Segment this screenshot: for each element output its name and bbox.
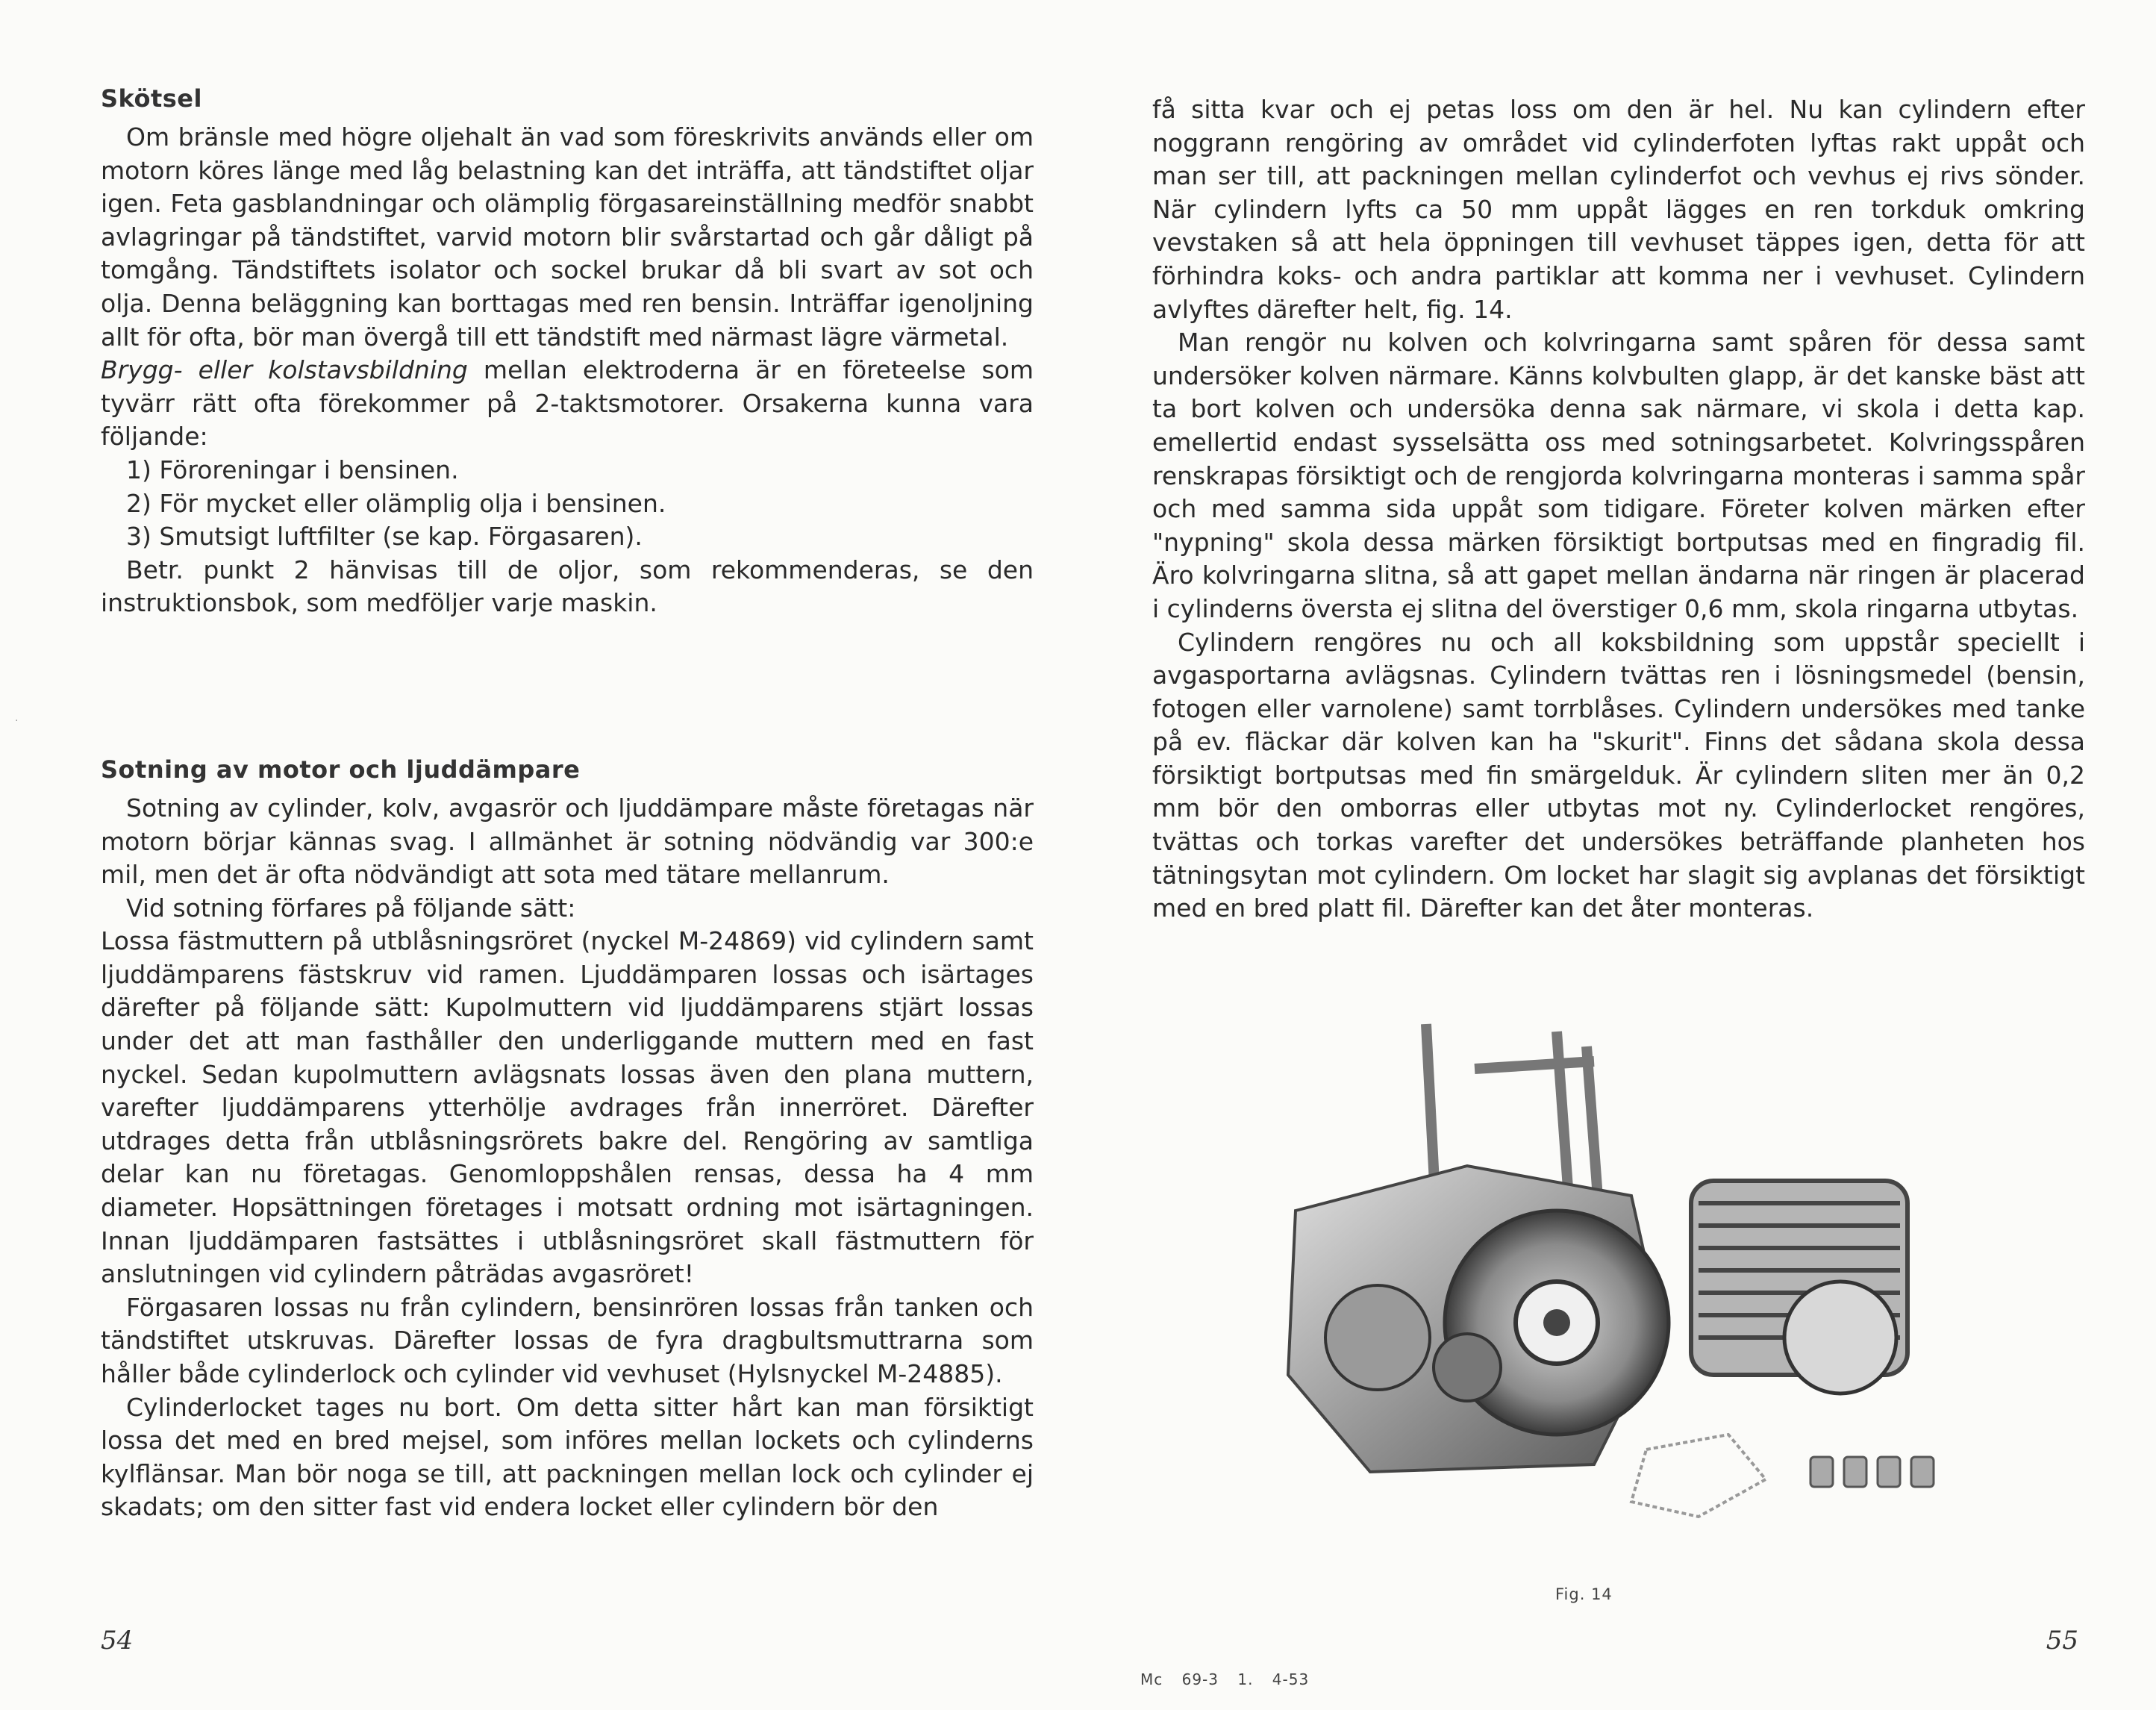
- page-number: 54: [101, 1626, 134, 1656]
- emphasis-term: Brygg- eller kolstavsbildning: [101, 355, 468, 385]
- figure-caption: Fig. 14: [1555, 1585, 1613, 1603]
- list-item: 1) Föroreningar i bensinen.: [126, 455, 459, 484]
- list-item: 3) Smutsigt luftfilter (se kap. Förgasaren).: [126, 522, 643, 552]
- paragraph: Cylindern rengöres nu och all koksbildning som uppstår speciellt i avgasportarna avlägsnas. Cylindern tvättas ren i lösningsmedel (bensin, fotogen eller varnolene) samt torrblåses. Cylindern undersökes med tanke på ev. fläckar där kolven kan ha "skurit". Finns det sådana skola dessa försiktigt bortputsas med fin smärgelduk. Är cylindern sliten mer än 0,2 mm bör den omborras eller utbytas mot ny. Cylinderlocket rengöres, tvättas och torkas varefter det undersökes beträffande planheten hos tätningsytan mot cylindern. Om locket har slagit sig avplanas det försiktigt med en bred platt fil. Därefter kan det åter monteras.: [1152, 627, 2085, 923]
- right-text-column: [1152, 93, 2085, 926]
- small-gear: [1434, 1334, 1501, 1401]
- left-text-column: [101, 82, 1034, 1524]
- scan-dot: ·: [15, 715, 19, 727]
- paragraph-text: mellan elektroderna är en företeelse som tyvärr rätt ofta förekommer på 2-taktsmotorer. Orsakerna kunna vara följande:: [101, 355, 1034, 452]
- paragraph: Cylinderlocket tages nu bort. Om detta sitter hårt kan man försiktigt lossa det med en bred mejsel, som införes mellan lockets och cylinderns kylflänsar. Man bör noga se till, att packningen mellan lock och cylinder ej skadats; om den sitter fast vid endera locket eller cylindern bör den: [101, 1392, 1034, 1522]
- gasket: [1631, 1435, 1766, 1517]
- list-item: 2) För mycket eller olämplig olja i bensinen.: [126, 488, 666, 518]
- paragraph: Betr. punkt 2 hänvisas till de oljor, som rekommenderas, se den instruktionsbok, som medföljer varje maskin.: [101, 555, 1034, 618]
- engine-photo-figure: [1243, 1017, 1952, 1554]
- cylinder-bore: [1784, 1282, 1896, 1394]
- heading-skotsel: Skötsel: [101, 84, 202, 113]
- paragraph: [101, 354, 1034, 454]
- paragraph: Sotning av cylinder, kolv, avgasrör och ljuddämpare måste företagas när motorn börjar kännas svag. I allmänhet är sotning nödvändig var 300:e mil, men det är ofta nödvändigt att sota med tätare mellanrum.: [101, 793, 1034, 890]
- clutch-gear: [1325, 1285, 1430, 1390]
- paragraph: få sitta kvar och ej petas loss om den är hel. Nu kan cylindern efter noggrann rengöring av området vid cylinderfoten lyftas rakt uppåt och man ser till, att packningen mellan cylinderfot och vevhus ej rivs sönder. När cylindern lyfts ca 50 mm uppåt lägges en ren torkduk omkring vevstaken så att hela öppningen till vevhuset täppes igen, detta för att förhindra koks- och andra partiklar att komma ner i vevhuset. Cylindern avlyftes därefter helt, fig. 14.: [1152, 95, 2085, 324]
- page-number: 55: [2046, 1626, 2078, 1656]
- paragraph: Lossa fästmuttern på utblåsningsröret (nyckel M-24869) vid cylindern samt ljuddämparens fästskruv vid ramen. Ljuddämparen lossas och isärtages därefter på följande sätt: Kupolmuttern vid ljuddämparens stjärt lossas under det att man fasthåller den underliggande muttern med en fast nyckel. Sedan kupolmuttern avlägsnats lossas även den plana muttern, varefter ljuddämparens ytterhölje avdrages från innerröret. Därefter utdrages detta från utblåsningsrörets bakre del. Rengöring av samtliga delar kan nu företagas. Genomloppshålen rensas, dessa ha 4 mm diameter. Hopsättningen företages i motsatt ordning mot isärtagningen. Innan ljuddämparen fastsättes i utblåsningsröret skall fästmuttern för anslutningen vid cylindern påträdas avgasröret!: [101, 926, 1034, 1289]
- hub-nut: [1543, 1309, 1570, 1336]
- nuts: [1810, 1457, 1934, 1487]
- section-gap: [101, 620, 1034, 753]
- heading-sotning: Sotning av motor och ljuddämpare: [101, 755, 581, 784]
- paragraph: Om bränsle med högre oljehalt än vad som föreskrivits används eller om motorn köres länge med låg belastning kan det inträffa, att tändstiftet oljar igen. Feta gasblandningar och olämplig förgasareinställning medför snabbt avlagringar på tändstiftet, varvid motorn blir svårstartad och går dåligt på tomgång. Tändstiftets isolator och sockel brukar då bli svart av sot och olja. Denna beläggning kan borttagas med ren bensin. Inträffar igenoljning allt för ofta, bör man övergå till ett tändstift med närmast lägre värmetal.: [101, 122, 1034, 352]
- paragraph: Man rengör nu kolven och kolvringarna samt spåren för dessa samt undersöker kolven närmare. Känns kolvbulten glapp, är det kanske bäst att ta bort kolven och undersöka denna sak närmare, vi skola i detta kap. emellertid endast sysselsätta oss med sotningsarbetet. Kolvringsspåren renskrapas försiktigt och de rengjorda kolvringarna monteras i samma spår och med samma sida uppåt som tidigare. Företer kolven märken efter "nypning" skola dessa märken försiktigt bortputsas med en fingradig fil. Äro kolvringarna slitna, så att gapet mellan ändarna när ringen är placerad i cylinderns översta ej slitna del överstiger 0,6 mm, skola ringarna utbytas.: [1152, 328, 2085, 623]
- paragraph: Förgasaren lossas nu från cylindern, bensinrören lossas från tanken och tändstiftet utskruvas. Därefter lossas de fyra dragbultsmuttrarna som håller både cylinderlock och cylinder vid vevhuset (Hylsnyckel M-24885).: [101, 1292, 1034, 1388]
- paragraph: Vid sotning förfares på följande sätt:: [126, 893, 576, 923]
- footer-code: Mc 69-3 1. 4-53: [1140, 1670, 1310, 1688]
